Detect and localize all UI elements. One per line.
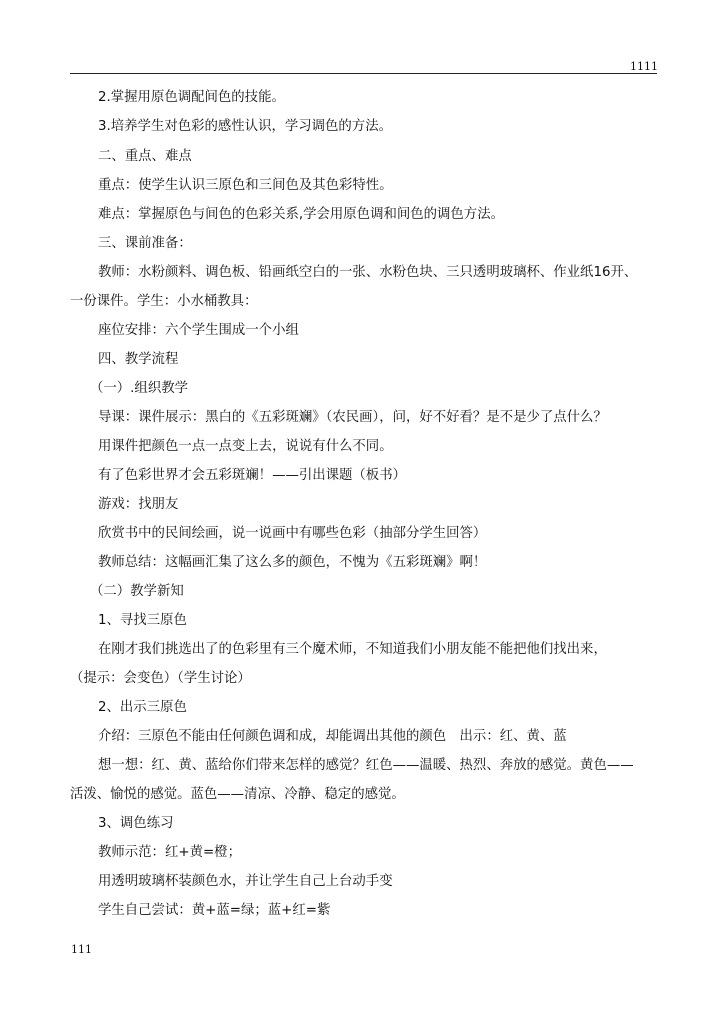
body-line: 座位安排：六个学生围成一个小组 [98,323,299,338]
body-line: 用透明玻璃杯装颜色水，并让学生自己上台动手变 [98,874,393,889]
section-heading: 三、课前准备： [98,236,192,251]
body-line: 3.培养学生对色彩的感性认识，学习调色的方法。 [98,119,392,134]
subsection-heading: （一）.组织教学 [90,381,188,396]
body-line: 想一想：红、黄、蓝给你们带来怎样的感觉？红色——温暖、热烈、奔放的感觉。黄色—— [98,758,634,773]
body-line: （提示：会变色）（学生讨论） [70,671,251,686]
body-line: 教师总结：这幅画汇集了这么多的颜色，不愧为《五彩斑斓》啊！ [98,555,487,570]
body-line: 3、调色练习 [98,816,174,831]
body-line: 2、出示三原色 [98,700,187,715]
body-line: 活泼、愉悦的感觉。蓝色——清凉、冷静、稳定的感觉。 [70,787,405,802]
body-line: 导课：课件展示：黑白的《五彩斑斓》（农民画），问，好不好看？是不是少了点什么？ [98,410,607,425]
subsection-heading: （二）教学新知 [90,584,184,599]
body-line: 介绍：三原色不能由任何颜色调和成，却能调出其他的颜色 出示：红、黄、蓝 [98,729,567,744]
header-rule [70,73,657,74]
body-line: 在刚才我们挑选出了的色彩里有三个魔术师，不知道我们小朋友能不能把他们找出来， [98,642,607,657]
body-line: 教师：水粉颜料、调色板、铅画纸空白的一张、水粉色块、三只透明玻璃杯、作业纸16开、 [98,265,638,280]
body-line: 有了色彩世界才会五彩斑斓！——引出课题（板书） [98,468,406,483]
body-line: 欣赏书中的民间绘画，说一说画中有哪些色彩（抽部分学生回答） [98,526,487,541]
body-line: 学生自己尝试：黄+蓝=绿；蓝+红=紫 [98,903,331,918]
body-line: 一份课件。学生：小水桶教具： [70,294,258,309]
body-line: 游戏：找朋友 [98,497,179,512]
body-line: 2.掌握用原色调配间色的技能。 [98,90,285,105]
body-line: 重点：使学生认识三原色和三间色及其色彩特性。 [98,178,393,193]
header-page-number: 1111 [630,60,658,73]
section-heading: 二、重点、难点 [98,149,192,164]
body-line: 用课件把颜色一点一点变上去，说说有什么不同。 [98,439,393,454]
section-heading: 四、教学流程 [98,352,179,367]
body-line: 教师示范：红+黄=橙； [98,845,241,860]
body-line: 1、寻找三原色 [98,613,187,628]
body-line: 难点：掌握原色与间色的色彩关系,学会用原色调和间色的调色方法。 [98,207,504,222]
footer-page-number: 111 [71,943,92,956]
